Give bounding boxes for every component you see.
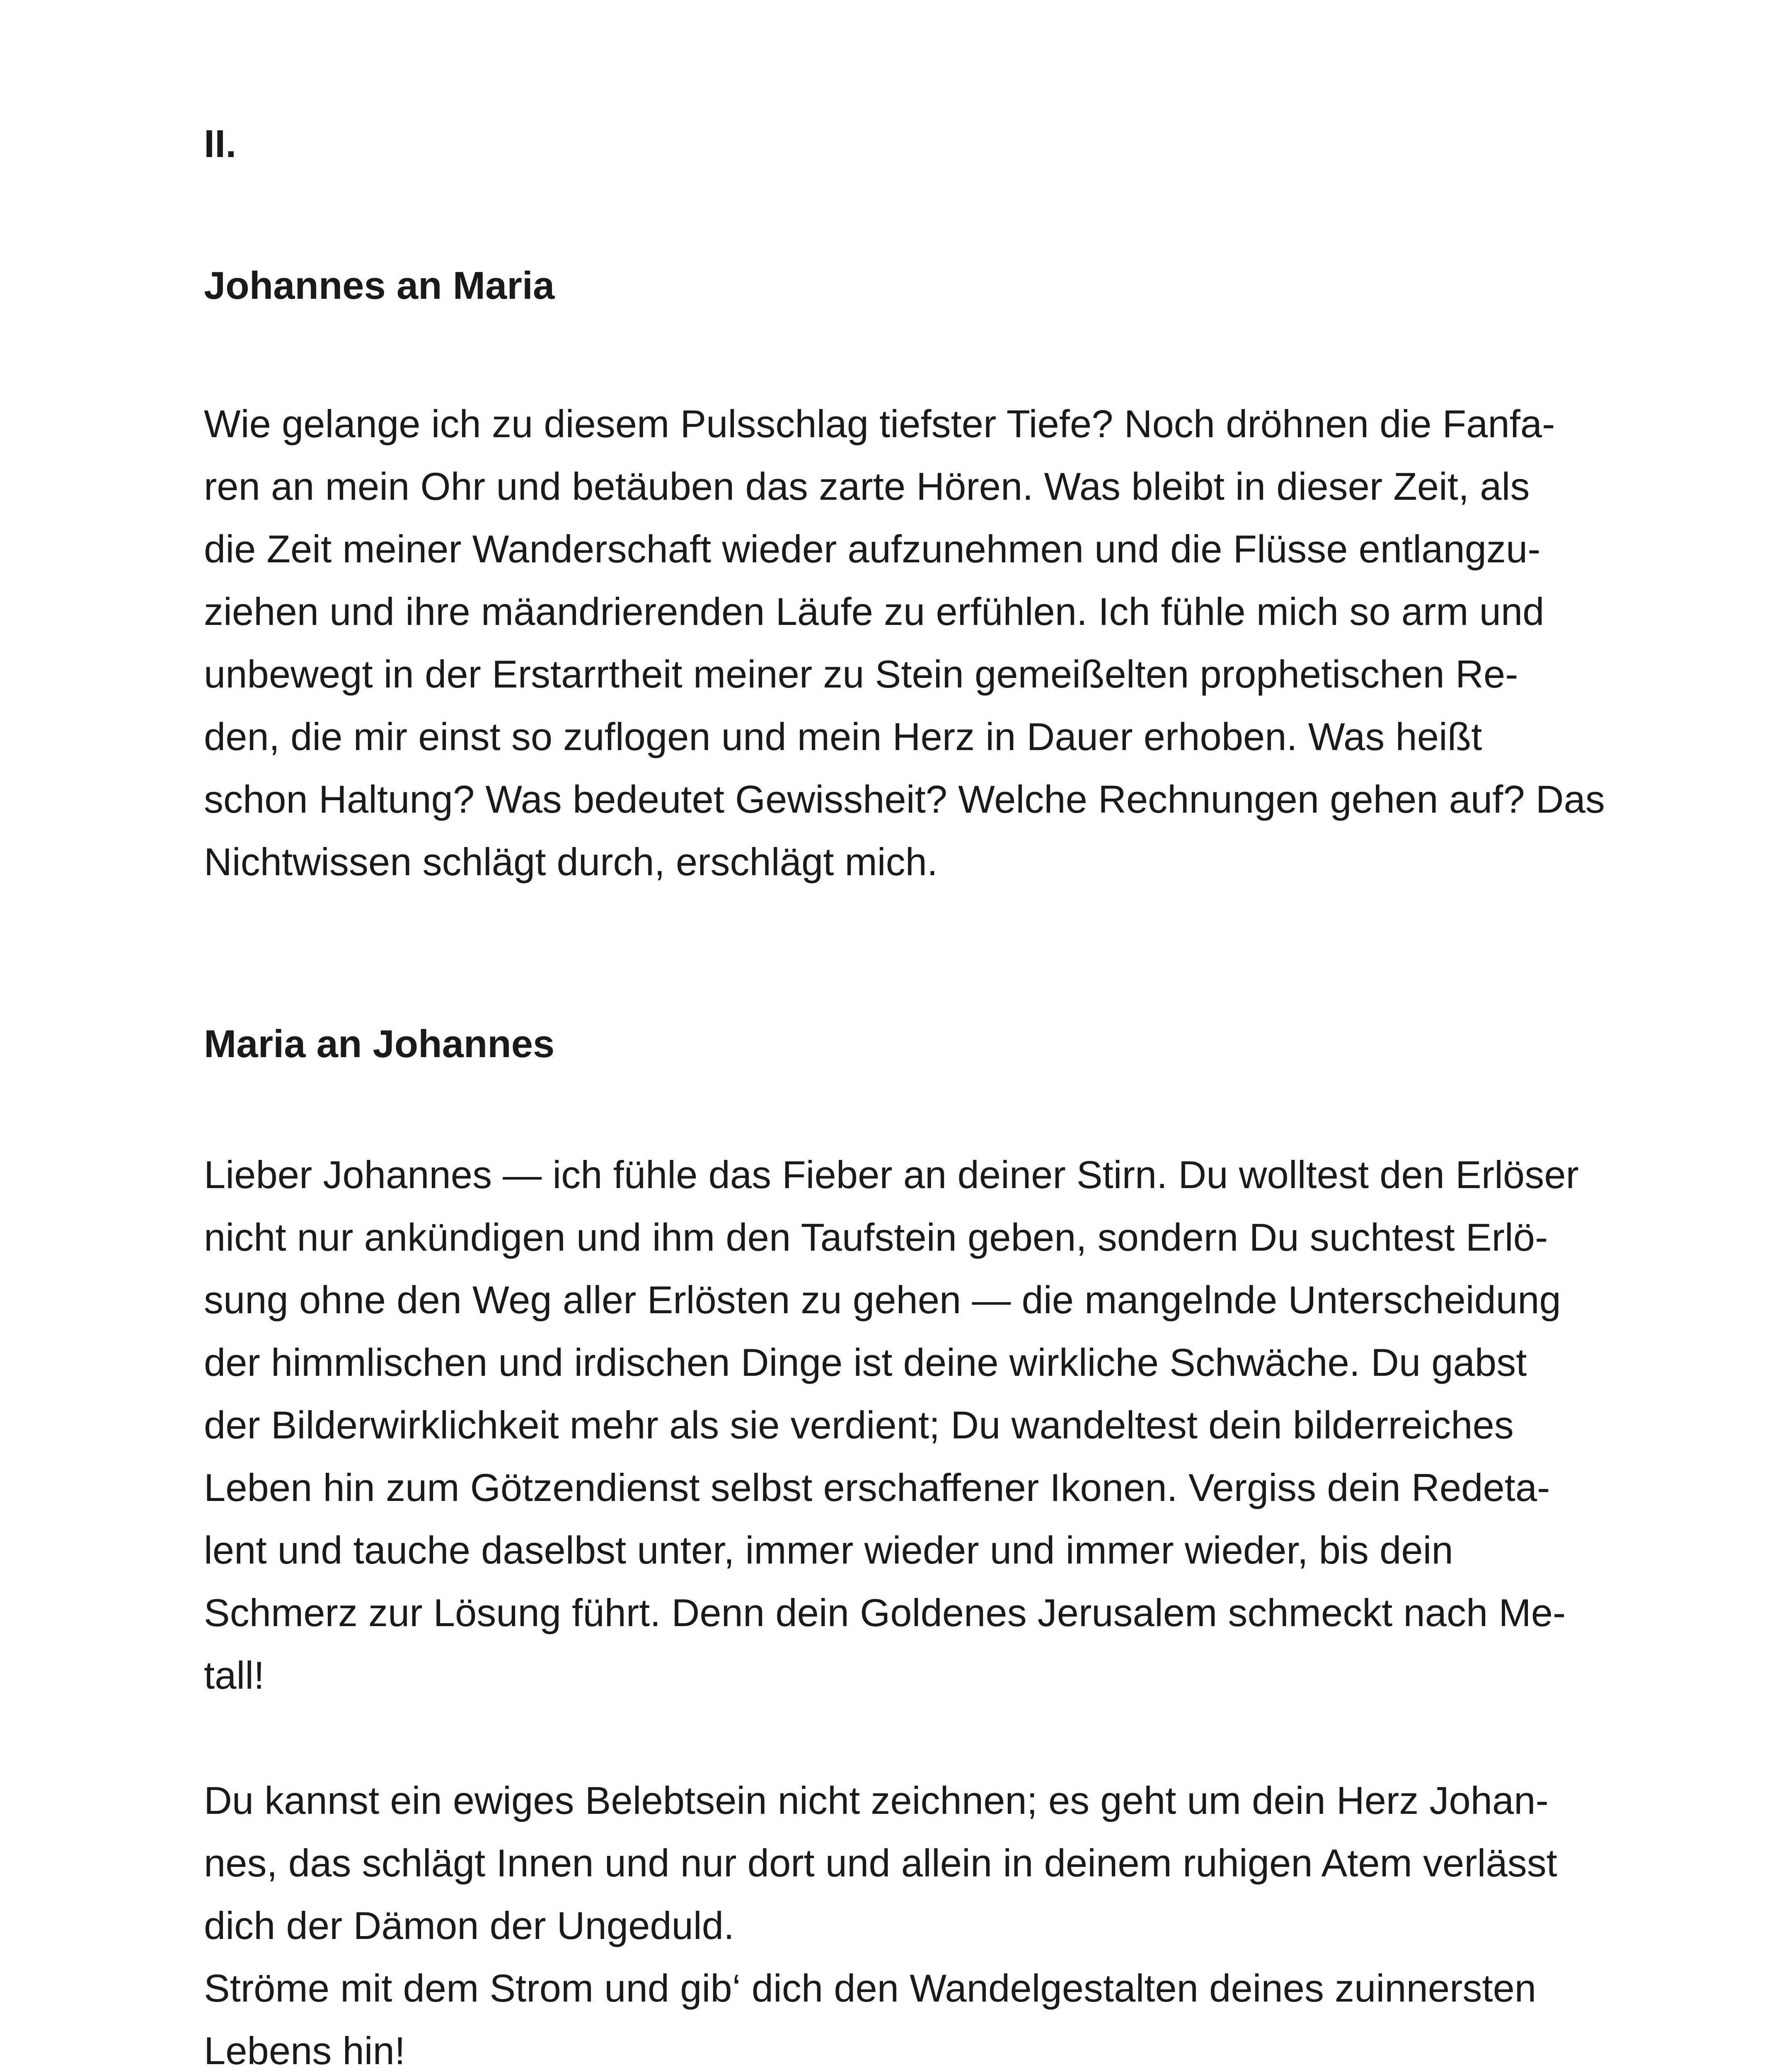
text-line: der Bilderwirklichkeit mehr als sie verdient; Du wandeltest dein bilderreiches: [204, 1403, 1514, 1447]
text-line: Du kannst ein ewiges Belebtsein nicht zeichnen; es geht um dein Herz Johan-: [204, 1779, 1549, 1822]
text-line: schon Haltung? Was bedeutet Gewissheit? Welche Rechnungen gehen auf? Das: [204, 777, 1605, 821]
text-line: Leben hin zum Götzendienst selbst erschaffener Ikonen. Vergiss dein Redeta-: [204, 1466, 1550, 1509]
text-line: sung ohne den Weg aller Erlösten zu gehen — die mangelnde Unterscheidung: [204, 1278, 1561, 1322]
text-line: lent und tauche daselbst unter, immer wieder und immer wieder, bis dein: [204, 1528, 1453, 1572]
text-line: dich der Dämon der Ungeduld.: [204, 1904, 735, 1947]
text-line: Ströme mit dem Strom und gib‘ dich den Wandelgestalten deines zuinnersten: [204, 1966, 1537, 2010]
text-line: Lebens hin!: [204, 2029, 406, 2072]
text-line: der himmlischen und irdischen Dinge ist deine wirkliche Schwäche. Du gabst: [204, 1341, 1527, 1384]
text-line: nes, das schlägt Innen und nur dort und allein in deinem ruhigen Atem verlässt: [204, 1841, 1557, 1885]
text-line: Wie gelange ich zu diesem Pulsschlag tiefster Tiefe? Noch dröhnen die Fanfa-: [204, 402, 1555, 445]
text-line: Lieber Johannes — ich fühle das Fieber an deiner Stirn. Du wolltest den Erlöser: [204, 1153, 1579, 1196]
text-line: ziehen und ihre mäandrierenden Läufe zu erfühlen. Ich fühle mich so arm und: [204, 590, 1544, 633]
letter-heading-maria-an-johannes: Maria an Johannes: [204, 1022, 555, 1065]
section-number: II.: [204, 122, 237, 165]
text-line: nicht nur ankündigen und ihm den Taufstein geben, sondern Du suchtest Erlö-: [204, 1215, 1548, 1259]
text-line: Nichtwissen schlägt durch, erschlägt mich.: [204, 840, 938, 884]
text-line: tall!: [204, 1653, 265, 1697]
text-line: ren an mein Ohr und betäuben das zarte Hören. Was bleibt in dieser Zeit, als: [204, 465, 1530, 508]
letter-heading-johannes-an-maria: Johannes an Maria: [204, 264, 555, 307]
text-line: die Zeit meiner Wanderschaft wieder aufzunehmen und die Flüsse entlangzu-: [204, 527, 1541, 571]
text-line: den, die mir einst so zuflogen und mein Herz in Dauer erhoben. Was heißt: [204, 715, 1482, 758]
text-line: unbewegt in der Erstarrtheit meiner zu Stein gemeißelten prophetischen Re-: [204, 652, 1518, 696]
text-line: Schmerz zur Lösung führt. Denn dein Goldenes Jerusalem schmeckt nach Me-: [204, 1591, 1566, 1634]
